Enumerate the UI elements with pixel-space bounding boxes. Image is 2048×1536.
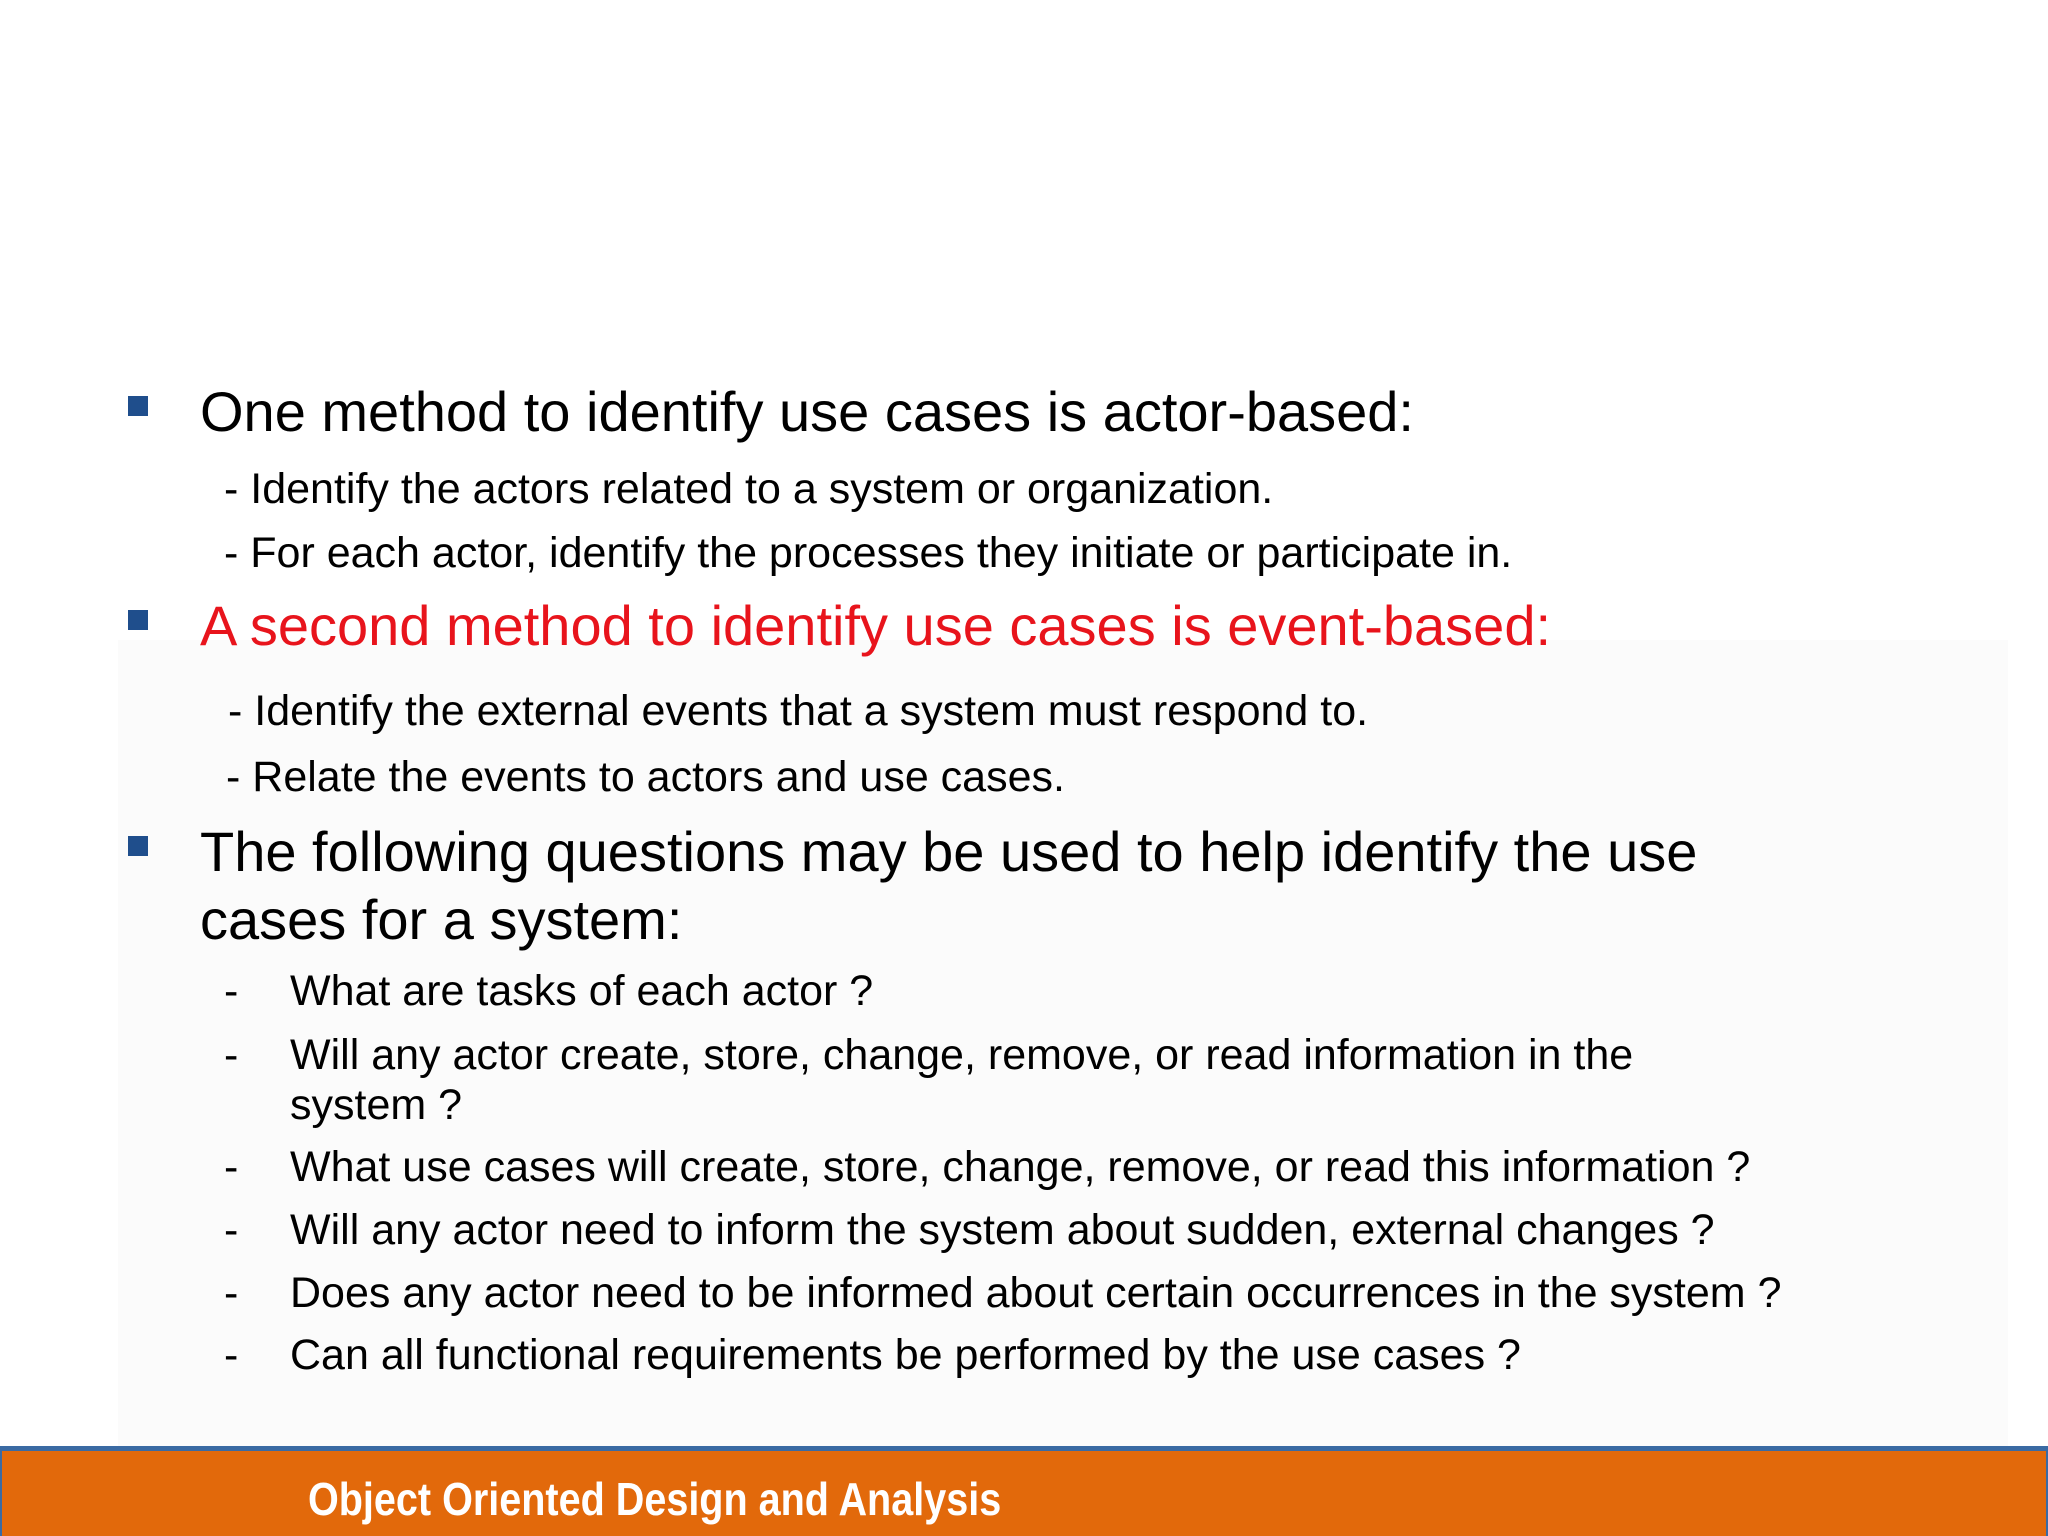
bullet-square-2 [128, 610, 148, 630]
question-1-dash: - [224, 967, 239, 1015]
question-5-text: Does any actor need to be informed about certain occurrences in the system ? [290, 1269, 1782, 1317]
bullet-3-text-line-2: cases for a system: [200, 888, 683, 951]
bullet-square-3 [128, 836, 148, 856]
question-3-dash: - [224, 1143, 239, 1191]
footer-title: Object Oriented Design and Analysis [308, 1473, 1002, 1525]
bullet-square-1 [128, 396, 148, 416]
question-6-dash: - [224, 1331, 239, 1379]
question-1-text: What are tasks of each actor ? [290, 967, 874, 1015]
footer-bar [0, 1446, 2048, 1536]
bullet-2-text: A second method to identify use cases is event-based: [200, 594, 1552, 657]
question-4-text: Will any actor need to inform the system about sudden, external changes ? [290, 1206, 1715, 1254]
question-5-dash: - [224, 1269, 239, 1317]
question-2-dash: - [224, 1031, 239, 1079]
question-4-dash: - [224, 1206, 239, 1254]
question-3-text: What use cases will create, store, change, remove, or read this information ? [290, 1143, 1751, 1191]
question-2-text-line-2: system ? [290, 1081, 463, 1129]
bullet-2-sub-2: - Relate the events to actors and use cases. [226, 753, 1065, 801]
bullet-1-sub-1: - Identify the actors related to a system or organization. [224, 465, 1274, 513]
bullet-2-sub-1: - Identify the external events that a system must respond to. [228, 687, 1369, 735]
question-6-text: Can all functional requirements be performed by the use cases ? [290, 1331, 1521, 1379]
bullet-3-text-line-1: The following questions may be used to help identify the use [200, 820, 1698, 883]
bullet-1-text: One method to identify use cases is actor-based: [200, 380, 1414, 443]
bullet-1-sub-2: - For each actor, identify the processes they initiate or participate in. [224, 529, 1513, 577]
question-2-text-line-1: Will any actor create, store, change, remove, or read information in the [290, 1031, 1634, 1079]
